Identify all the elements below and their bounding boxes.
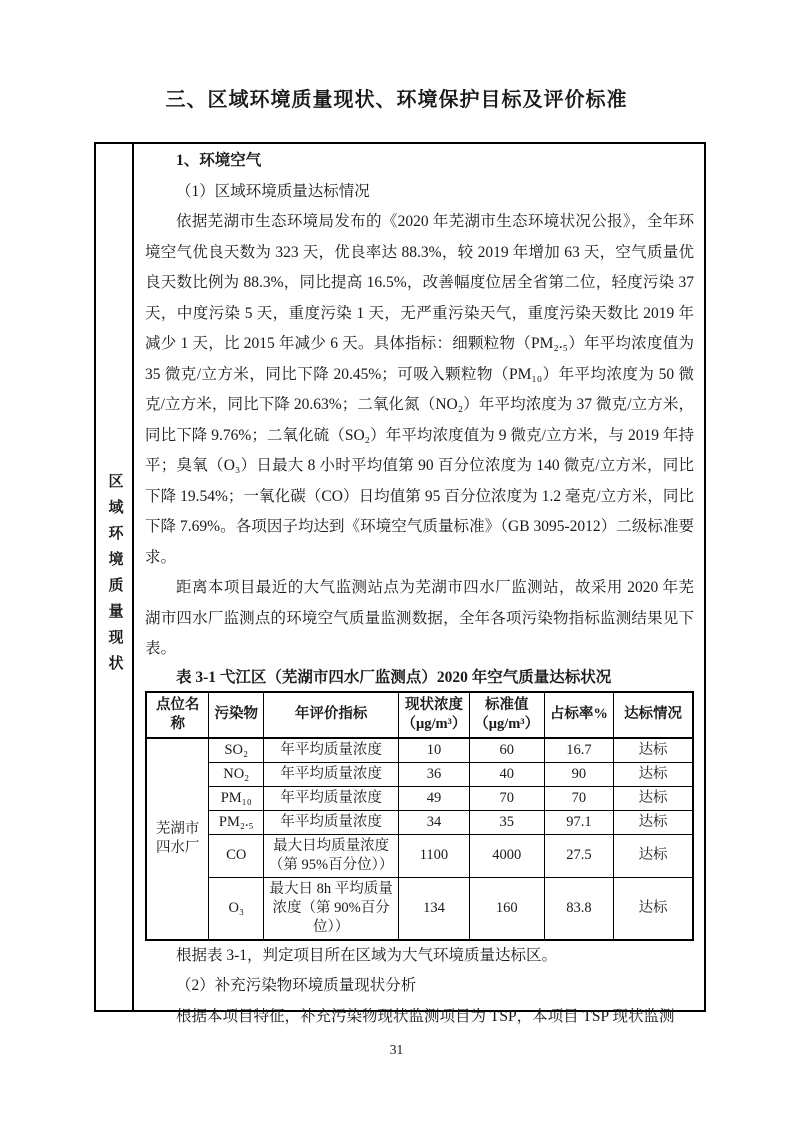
content-area — [134, 144, 704, 1025]
page-number: 31 — [389, 1042, 404, 1057]
current-cell: 34 — [399, 810, 470, 834]
paragraph-monitoring-station: 距离本项目最近的大气监测站点为芜湖市四水厂监测站，故采用 2020 年芜湖市四水厂监测点的环境空气质量监测数据，全年各项污染物指标监测结果见下表。 — [145, 579, 694, 657]
status-cell: 达标 — [614, 810, 693, 834]
paragraph-tsp: 根据本项目特征，补充污染物现状监测项目为 TSP，本项目 TSP 现状监测 — [176, 1007, 675, 1025]
indicator-cell: 年平均质量浓度 — [264, 786, 399, 810]
table-row — [146, 762, 693, 786]
ratio-cell: 16.7 — [544, 738, 613, 763]
current-cell: 10 — [399, 738, 470, 763]
table-header-row — [146, 692, 693, 738]
pollutant-cell: PM₂.₅ — [209, 810, 264, 834]
table-caption: 表 3-1 弋江区（芜湖市四水厂监测点）2020 年空气质量达标状况 — [176, 668, 612, 686]
ratio-cell: 83.8 — [544, 877, 613, 940]
standard-cell: 40 — [469, 762, 544, 786]
current-cell: 134 — [399, 877, 470, 940]
status-cell: 达标 — [614, 877, 693, 940]
standard-cell: 70 — [469, 786, 544, 810]
paragraph-conclusion: 根据表 3-1，判定项目所在区域为大气环境质量达标区。 — [176, 946, 558, 964]
standard-cell: 35 — [469, 810, 544, 834]
pollutant-cell: O₃ — [209, 877, 264, 940]
subsection-heading-2: （2）补充污染物环境质量现状分析 — [176, 977, 417, 994]
indicator-cell: 最大日均质量浓度（第 95%百分位）） — [264, 834, 399, 877]
indicator-cell: 年平均质量浓度 — [264, 810, 399, 834]
header-cell: 达标情况 — [614, 692, 693, 738]
page-title: 三、区域环境质量现状、环境保护目标及评价标准 — [165, 89, 628, 111]
header-cell: 年评价指标 — [264, 692, 399, 738]
indicator-cell: 年平均质量浓度 — [264, 738, 399, 763]
header-cell: 占标率% — [544, 692, 613, 738]
sidebar-cell — [96, 144, 134, 1010]
table-row — [146, 834, 693, 877]
pollutant-cell: SO₂ — [209, 738, 264, 763]
current-cell: 36 — [399, 762, 470, 786]
current-cell: 49 — [399, 786, 470, 810]
paragraph-air-quality-report: 依据芜湖市生态环境局发布的《2020 年芜湖市生态环境状况公报》，全年环境空气优良天数为 323 天，优良率达 88.3%，较 2019 年增加 63 天，空气质量优良天数比例为 88.3%，同比提高 16.5%，改善幅度位居全省第二位，轻度污染 37 天，中度污染 5 天，重度污染 1 天，无严重污染天气，重度污染天数比 2019 年减少 1 天，比 2015 年减少 6 天。具体指标：细颗粒物（PM₂.₅）年平均浓度值为 35 微克/立方米，同比下降 20.45%；可吸入颗粒物（PM₁₀）年平均浓度为 50 微克/立方米，同比下降 20.63%；二氧化氮（NO₂）年平均浓度为 37 微克/立方米，同比下降 9.76%；二氧化硫（SO₂）年平均浓度值为 9 微克/立方米，与 2019 年持平；臭氧（O₃）日最大 8 小时平均值第 90 百分位浓度为 140 微克/立方米，同比下降 19.54%；一氧化碳（CO）日均值第 95 百分位浓度为 1.2 毫克/立方米，同比下降 7.69%。各项因子均达到《环境空气质量标准》（GB 3095-2012）二级标准要求。 — [145, 213, 694, 566]
current-cell: 1100 — [399, 834, 470, 877]
site-name-cell: 芜湖市四水厂 — [146, 738, 209, 940]
air-quality-table — [145, 691, 694, 941]
table-row — [146, 877, 693, 940]
standard-cell: 60 — [469, 738, 544, 763]
ratio-cell: 90 — [544, 762, 613, 786]
pollutant-cell: NO₂ — [209, 762, 264, 786]
table-row — [146, 810, 693, 834]
header-cell: 污染物 — [209, 692, 264, 738]
header-cell: 点位名称 — [146, 692, 209, 738]
indicator-cell: 最大日 8h 平均质量浓度（第 90%百分位）） — [264, 877, 399, 940]
subsection-heading-1: （1）区域环境质量达标情况 — [176, 182, 370, 200]
status-cell: 达标 — [614, 738, 693, 763]
standard-cell: 160 — [469, 877, 544, 940]
ratio-cell: 97.1 — [544, 810, 613, 834]
table-row — [146, 738, 693, 763]
air-quality-table-body — [146, 738, 693, 940]
standard-cell: 4000 — [469, 834, 544, 877]
status-cell: 达标 — [614, 762, 693, 786]
sidebar-label: 区域环境质量现状 — [106, 473, 123, 681]
table-row — [146, 786, 693, 810]
status-cell: 达标 — [614, 834, 693, 877]
pollutant-cell: CO — [209, 834, 264, 877]
header-cell: 现状浓度（μg/m³） — [399, 692, 470, 738]
pollutant-cell: PM₁₀ — [209, 786, 264, 810]
document-frame — [94, 142, 706, 1025]
ratio-cell: 27.5 — [544, 834, 613, 877]
status-cell: 达标 — [614, 786, 693, 810]
indicator-cell: 年平均质量浓度 — [264, 762, 399, 786]
ratio-cell: 70 — [544, 786, 613, 810]
section-heading: 1、环境空气 — [176, 152, 262, 169]
header-cell: 标准值（μg/m³） — [469, 692, 544, 738]
